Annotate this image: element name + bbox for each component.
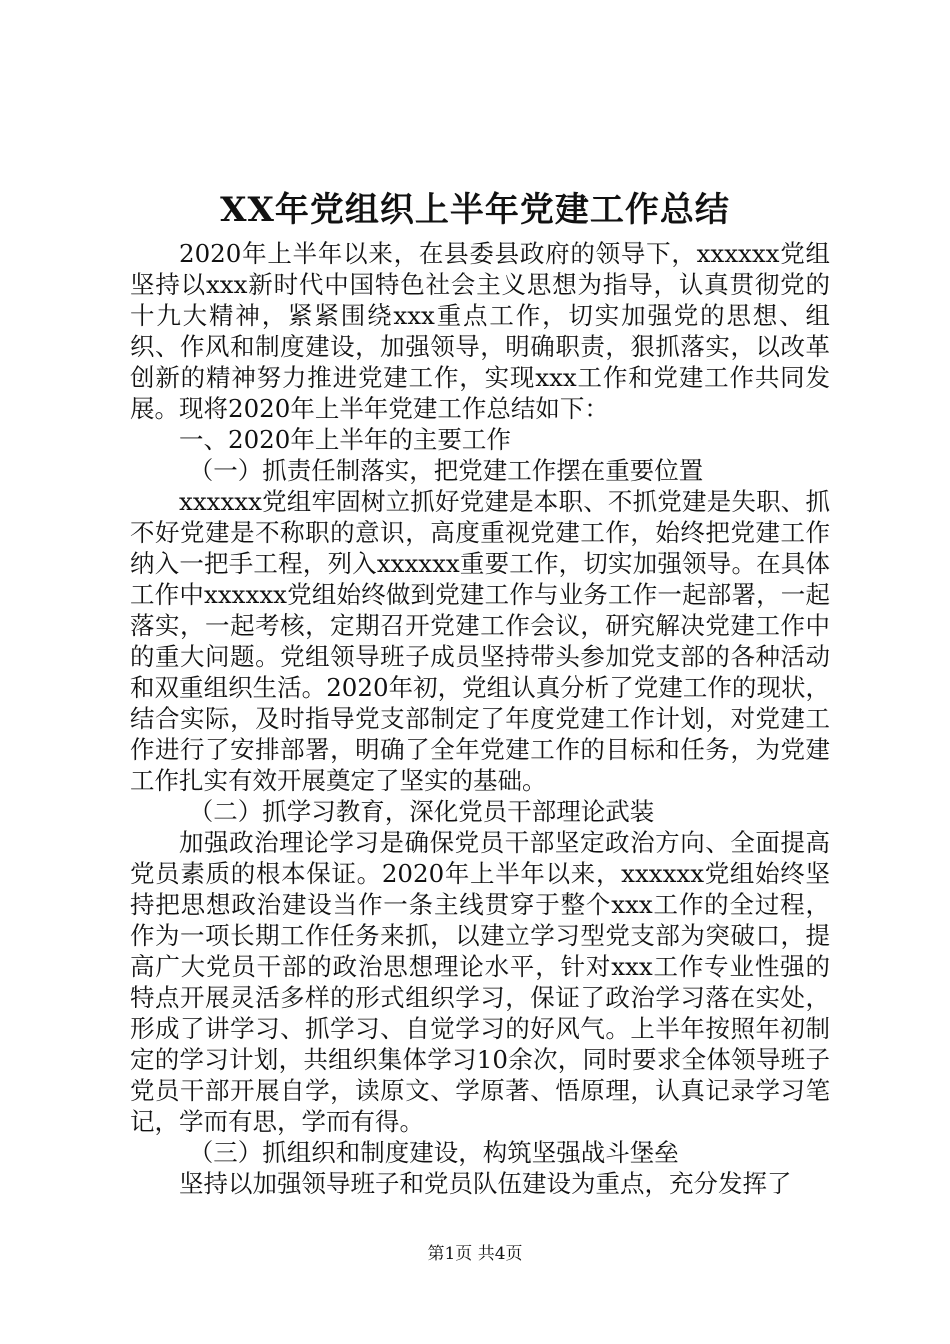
- body-paragraph-responsibility: xxxxxx党组牢固树立抓好党建是本职、不抓党建是失职、抓不好党建是不称职的意识，高度重视党建工作，始终把党建工作纳入一把手工程，列入xxxxxx重要工作，切实加强领导。在具体工作中xxxxxx党组始终做到党建工作与业务工作一起部署，一起落实，一起考核，定期召开党建工作会议，研究解决党建工作中的重大问题。党组领导班子成员坚持带头参加党支部的各种活动和双重组织生活。2020年初，党组认真分析了党建工作的现状，结合实际，及时指导党支部制定了年度党建工作计划，对党建工作进行了安排部署，明确了全年党建工作的目标和任务，为党建工作扎实有效开展奠定了坚实的基础。: [130, 487, 830, 795]
- intro-paragraph: 2020年上半年以来，在县委县政府的领导下，xxxxxx党组坚持以xxx新时代中国特色社会主义思想为指导，认真贯彻党的十九大精神，紧紧围绕xxx重点工作，切实加强党的思想、组织、作风和制度建设，加强领导，明确职责，狠抓落实，以改革创新的精神努力推进党建工作，实现xxx工作和党建工作共同发展。现将2020年上半年党建工作总结如下：: [130, 239, 830, 423]
- body-paragraph-organization: 坚持以加强领导班子和党员队伍建设为重点，充分发挥了: [179, 1169, 792, 1198]
- document-title: XX年党组织上半年党建工作总结: [220, 190, 730, 230]
- subsection-heading-responsibility: （一）抓责任制落实，把党建工作摆在重要位置: [188, 456, 704, 485]
- page-number-footer: 第1页 共4页: [427, 1244, 523, 1264]
- subsection-heading-organization: （三）抓组织和制度建设，构筑坚强战斗堡垒: [188, 1138, 679, 1167]
- section-heading-main-work: 一、2020年上半年的主要工作: [179, 425, 511, 454]
- subsection-heading-study: （二）抓学习教育，深化党员干部理论武装: [188, 797, 655, 826]
- body-paragraph-study: 加强政治理论学习是确保党员干部坚定政治方向、全面提高党员素质的根本保证。2020年上半年以来，xxxxxx党组始终坚持把思想政治建设当作一条主线贯穿于整个xxx工作的全过程，作为一项长期工作任务来抓，以建立学习型党支部为突破口，提高广大党员干部的政治思想理论水平，针对xxx工作专业性强的特点开展灵活多样的形式组织学习，保证了政治学习落在实处，形成了讲学习、抓学习、自觉学习的好风气。上半年按照年初制定的学习计划，共组织集体学习10余次，同时要求全体领导班子党员干部开展自学，读原文、学原著、悟原理，认真记录学习笔记，学而有思，学而有得。: [130, 828, 830, 1136]
- document-body: [130, 238, 830, 1199]
